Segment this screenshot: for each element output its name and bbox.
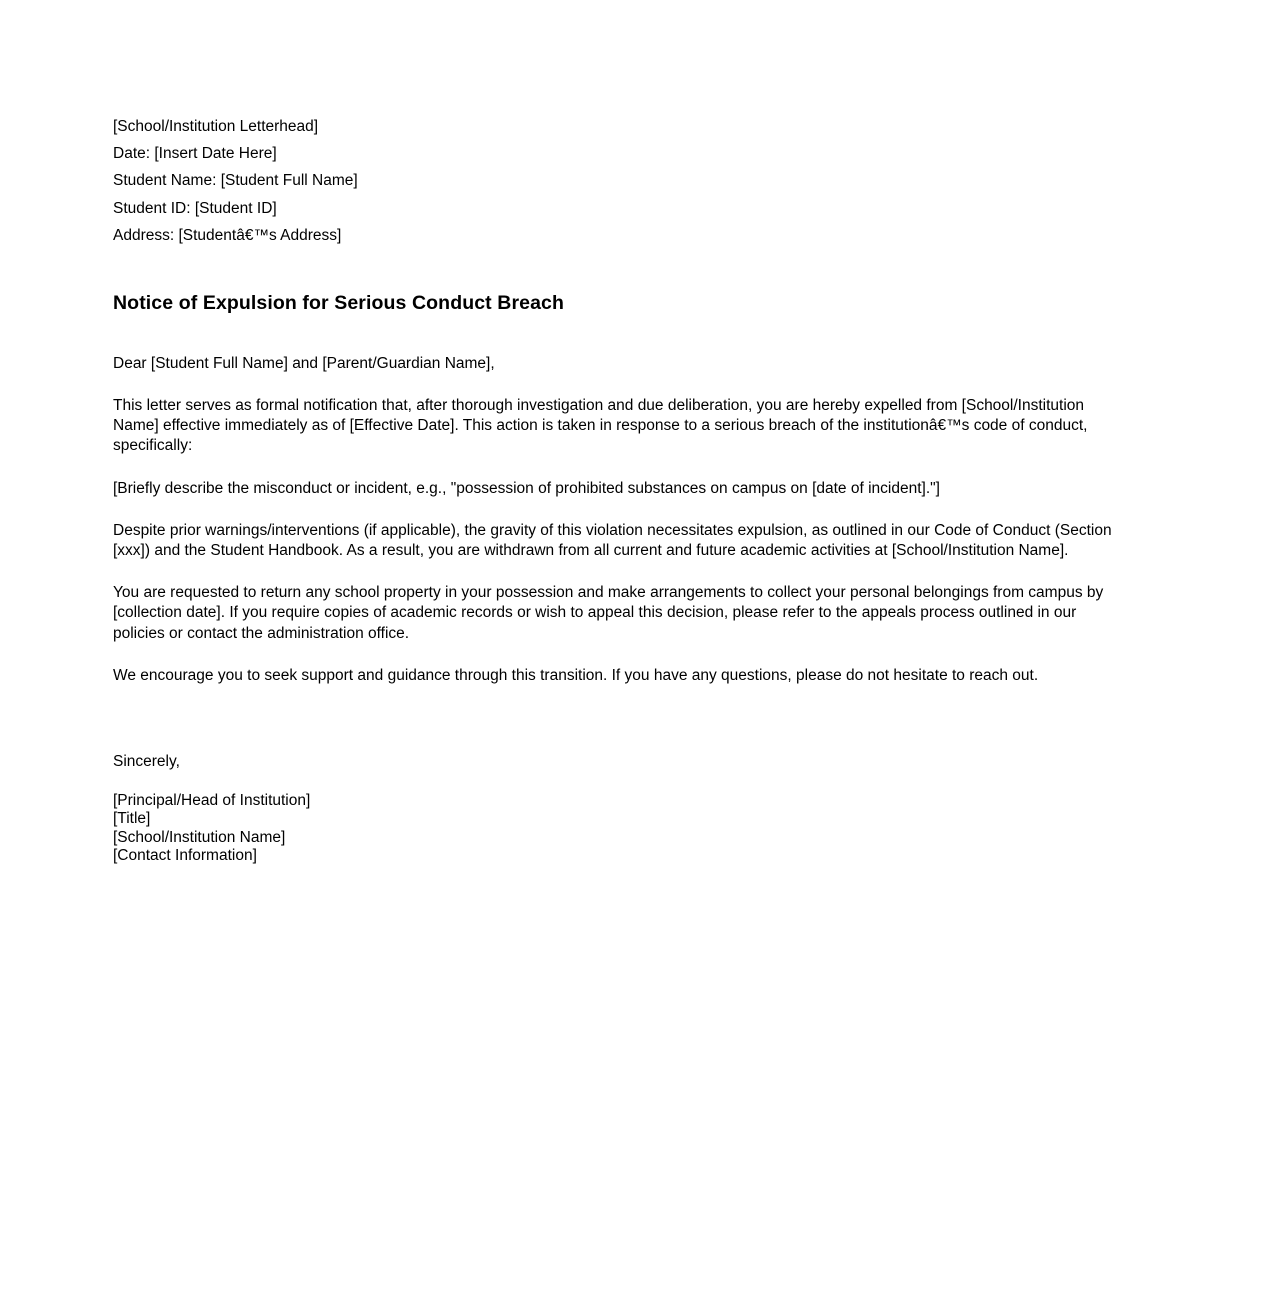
signatory-name-line: [Principal/Head of Institution] [113,792,311,810]
student-name-line: Student Name: [Student Full Name] [113,172,358,190]
body-paragraph-2: [Briefly describe the misconduct or incident, e.g., "possession of prohibited substances on campus on [date of incident]."] [113,479,940,497]
signatory-institution-line: [School/Institution Name] [113,828,286,846]
signatory-title-line: [Title] [113,810,151,828]
salutation: Dear [Student Full Name] and [Parent/Guardian Name], [113,355,495,373]
document-body [113,113,1119,865]
body-paragraph-1: This letter serves as formal notification that, after thorough investigation and due deliberation, you are hereby expelled from [School/Institution Name] effective immediately as of [Effective Date]. This action is taken in response to a serious breach of the institutionâ€™s code of conduct, specifically: [113,397,1088,455]
body-paragraph-4: You are requested to return any school property in your possession and make arrangements to collect your personal belongings from campus by [collection date]. If you require copies of academic records or wish to appeal this decision, please refer to the appeals process outlined in our policies or contact the administration office. [113,584,1104,642]
date-line: Date: [Insert Date Here] [113,145,277,163]
address-line: Address: [Studentâ€™s Address] [113,226,342,244]
signatory-contact-line: [Contact Information] [113,846,257,864]
body-paragraph-3: Despite prior warnings/interventions (if applicable), the gravity of this violation necessitates expulsion, as outlined in our Code of Conduct (Section [xxx]) and the Student Handbook. As a result, you are withdrawn from all current and future academic activities at [School/Institution Name]. [113,521,1112,560]
letterhead-line: [School/Institution Letterhead] [113,118,319,135]
letterhead-block [113,113,1119,249]
student-id-line: Student ID: [Student ID] [113,199,277,217]
closing-salutation: Sincerely, [113,753,180,771]
body-paragraph-5: We encourage you to seek support and guidance through this transition. If you have any questions, please do not hesitate to reach out. [113,666,1039,684]
signature-block [113,792,1119,865]
page-title: Notice of Expulsion for Serious Conduct Breach [113,292,564,315]
